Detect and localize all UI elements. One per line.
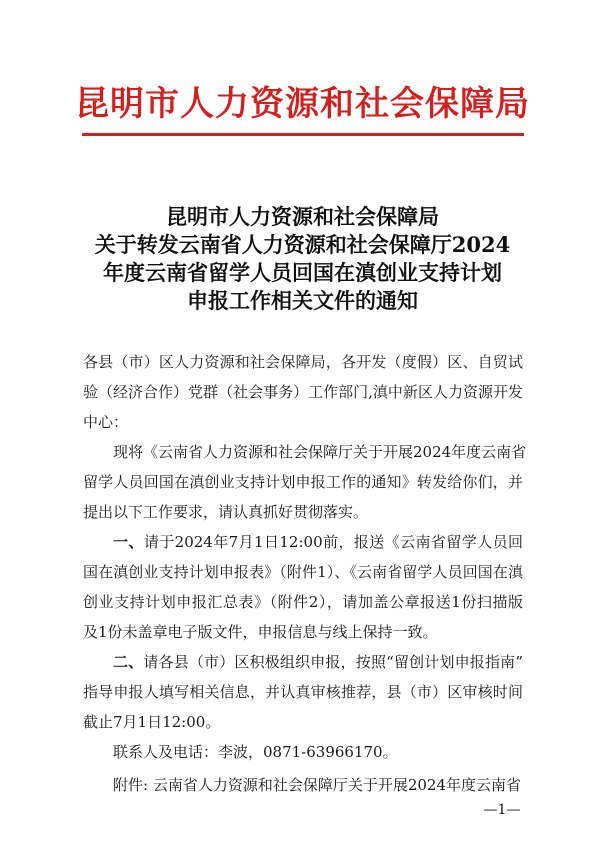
item-2-text: 请各县（市）区积极组织申报，按照“留创计划申报指南” [143,653,523,671]
item-2-line: 截止7月1日12:00。 [83,713,221,731]
item-2-lead: 二、 [113,653,144,671]
intro-line: 提出以下工作要求，请认真抓好贯彻落实。 [83,503,369,521]
item-1-text: 请于2024年7月1日12:00前，报送《云南省留学人员回 [143,533,523,551]
document-body [83,347,527,767]
item-1-line: 创业支持计划申报汇总表》（附件2），请加盖公章报送1份扫描版 [83,593,523,611]
title-line: 申报工作相关文件的通知 [187,288,418,313]
item-2-first-line [83,647,523,677]
red-divider-rule [82,133,524,136]
addressee-line: 中心： [83,413,129,431]
attachment-line: 附件: 云南省人力资源和社会保障厅关于开展2024年度云南省 [113,776,521,794]
page-number: —1— [483,802,521,818]
title-line: 昆明市人力资源和社会保障局 [166,204,439,229]
addressee-line: 各县（市）区人力资源和社会保障局，各开发（度假）区、自贸试 [83,353,523,371]
item-1-first-line [83,527,523,557]
org-header: 昆明市人力资源和社会保障局 [75,84,530,124]
item-1-lead: 一、 [113,533,144,551]
contact-line: 联系人及电话：李波，0871-63966170。 [113,743,398,761]
title-line: 年度云南省留学人员回国在滇创业支持计划 [103,260,502,285]
item-2-line: 指导申报人填写相关信息，并认真审核推荐，县（市）区审核时间 [83,683,523,701]
intro-line: 现将《云南省人力资源和社会保障厅关于开展2024年度云南省 [113,443,527,461]
item-1-line: 及1份未盖章电子版文件，申报信息与线上保持一致。 [83,623,438,641]
document-title [0,203,605,315]
intro-line: 留学人员回国在滇创业支持计划申报工作的通知》转发给你们，并 [83,473,523,491]
addressee-line: 验（经济合作）党群（社会事务）工作部门,滇中新区人力资源开发 [83,383,523,401]
item-1-line: 国在滇创业支持计划申报表》（附件1）、《云南省留学人员回国在滇 [83,563,523,581]
title-line: 关于转发云南省人力资源和社会保障厅2024 [94,232,511,257]
